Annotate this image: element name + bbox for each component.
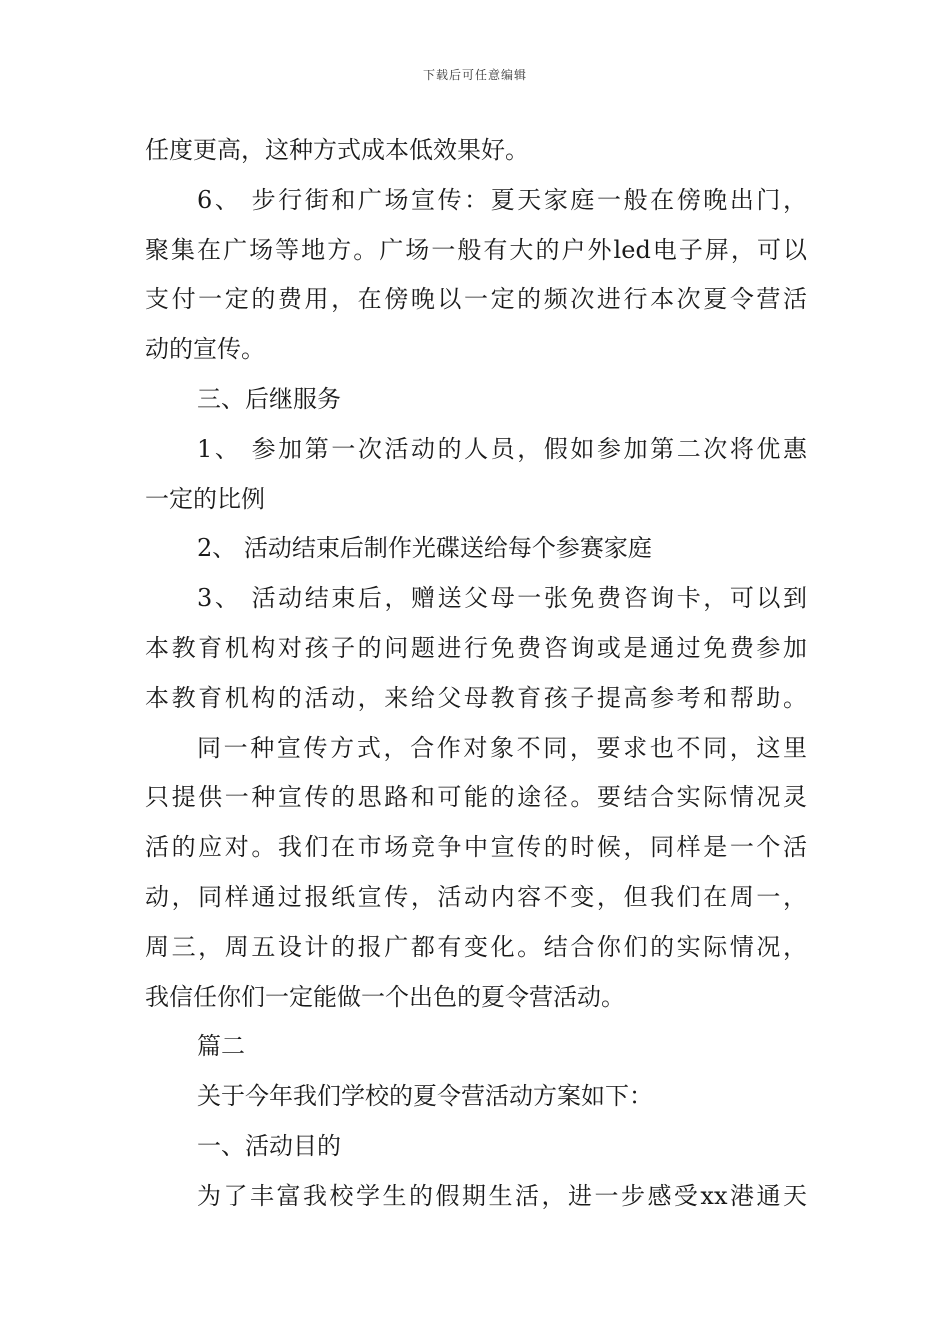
text-line: 任度更高，这种方式成本低效果好。 bbox=[145, 136, 529, 164]
text-line: 活的应对。我们在市场竞争中宣传的时候，同样是一个活 bbox=[145, 833, 807, 862]
text-line: 只提供一种宣传的思路和可能的途径。要结合实际情况灵 bbox=[145, 783, 807, 812]
text-line: 本教育机构对孩子的问题进行免费咨询或是通过免费参加 bbox=[145, 633, 807, 662]
text-line: 关于今年我们学校的夏令营活动方案如下： bbox=[197, 1082, 653, 1111]
text-line: 聚集在广场等地方。广场一般有大的户外led电子屏，可以 bbox=[145, 235, 807, 264]
text-line: 周三，周五设计的报广都有变化。结合你们的实际情况， bbox=[145, 932, 807, 961]
text-line: 一、活动目的 bbox=[197, 1131, 341, 1160]
text-line: 动的宣传。 bbox=[145, 335, 265, 364]
page-header: 下载后可任意编辑 bbox=[422, 68, 527, 82]
document-body bbox=[145, 126, 807, 1222]
text-line: 3、 活动结束后，赠送父母一张免费咨询卡，可以到 bbox=[197, 584, 807, 613]
text-line: 支付一定的费用，在傍晚以一定的频次进行本次夏令营活 bbox=[145, 285, 807, 314]
text-line: 同一种宣传方式，合作对象不同，要求也不同，这里 bbox=[197, 733, 807, 762]
text-line: 2、 活动结束后制作光碟送给每个参赛家庭 bbox=[197, 534, 652, 563]
text-line: 一定的比例 bbox=[145, 484, 265, 513]
text-line: 篇二 bbox=[197, 1032, 245, 1061]
text-line: 本教育机构的活动，来给父母教育孩子提高参考和帮助。 bbox=[145, 683, 807, 712]
text-line: 三、后继服务 bbox=[197, 384, 341, 413]
text-line: 6、 步行街和广场宣传：夏天家庭一般在傍晚出门， bbox=[197, 185, 807, 214]
text-line: 我信任你们一定能做一个出色的夏令营活动。 bbox=[145, 982, 625, 1011]
text-line: 动，同样通过报纸宣传，活动内容不变，但我们在周一， bbox=[145, 882, 807, 911]
text-line: 为了丰富我校学生的假期生活，进一步感受xx港通天 bbox=[197, 1181, 807, 1210]
text-line: 1、 参加第一次活动的人员，假如参加第二次将优惠 bbox=[197, 434, 807, 463]
